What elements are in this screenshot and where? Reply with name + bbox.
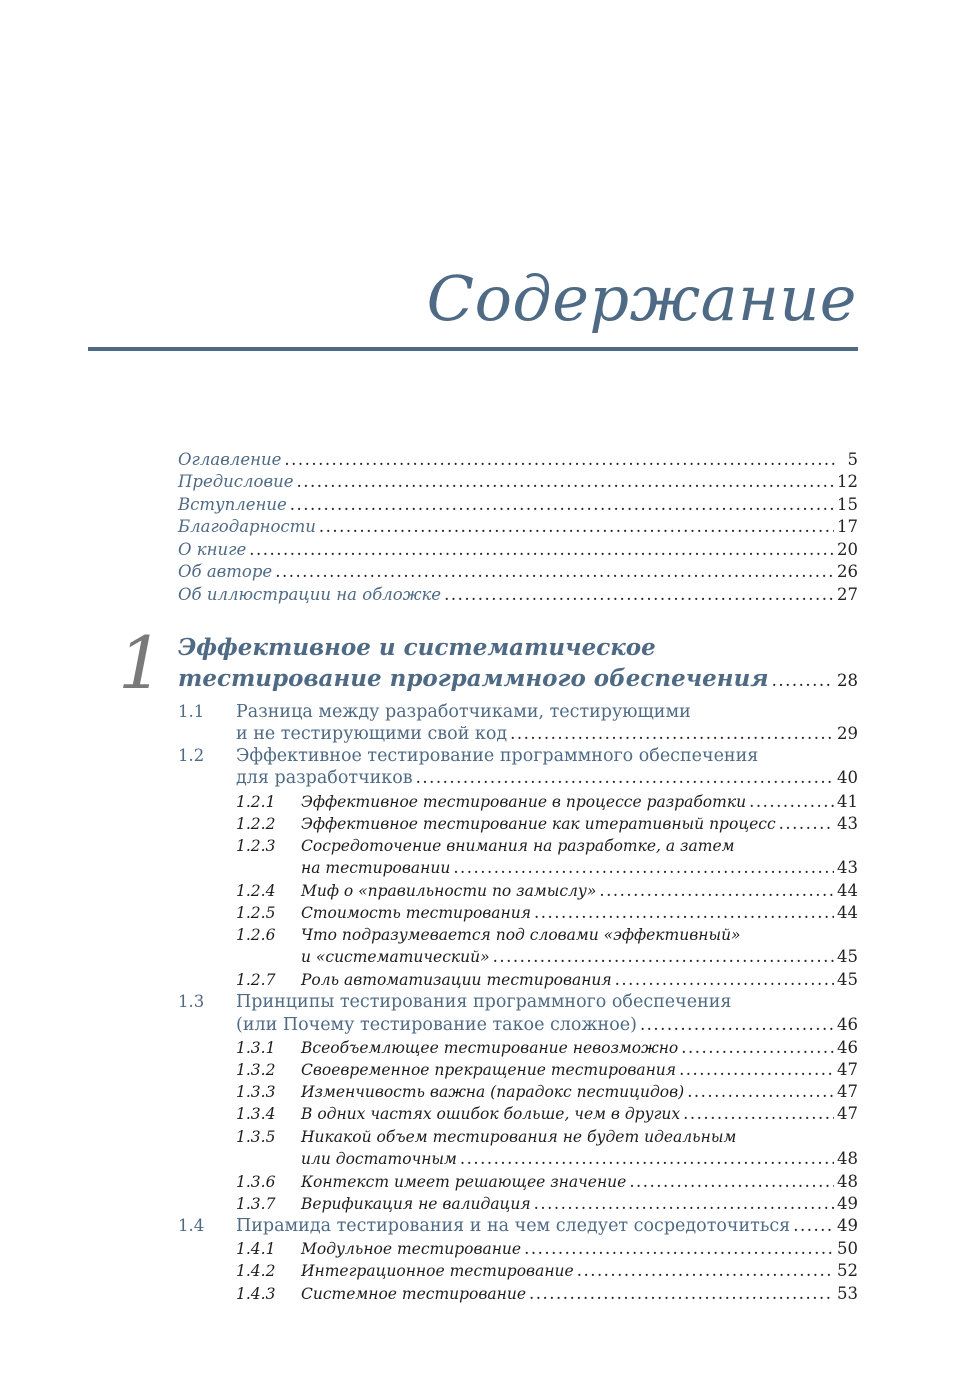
toc-entry-front[interactable] [178,540,858,560]
chapter-title-text: тестирование программного обеспечения [178,665,769,692]
toc-entry-subsection[interactable] [301,1284,858,1304]
toc-entry-section[interactable] [236,724,858,744]
chapter-title-line2[interactable] [178,665,858,692]
subsection-number: 1.2.4 [236,882,276,900]
toc-entry-page: 49 [837,1194,858,1213]
toc-entry-section[interactable] [236,1216,858,1236]
toc-entry-front[interactable] [178,585,858,605]
section-number: 1.1 [178,702,205,721]
subsection-title-line1[interactable]: Что подразумевается под словами «эффективный» [301,926,741,944]
toc-entry-front[interactable] [178,517,858,537]
subsection-title: Эффективное тестирование в процессе разработки [301,793,747,811]
section-title-line1[interactable]: Разница между разработчиками, тестирующими [236,702,691,722]
toc-entry-subsection[interactable] [301,1194,858,1214]
subsection-title: Модульное тестирование [301,1240,522,1258]
subsection-number: 1.3.2 [236,1061,276,1079]
toc-entry-section[interactable] [236,1015,858,1035]
subsection-number: 1.3.1 [236,1039,276,1057]
subsection-number: 1.2.7 [236,971,276,989]
toc-entry-page: 49 [837,1216,858,1235]
subsection-number: 1.3.3 [236,1083,276,1101]
section-title-line1[interactable]: Эффективное тестирование программного обеспечения [236,746,759,766]
toc-entry-page: 12 [837,472,858,491]
subsection-number: 1.2.1 [236,793,276,811]
toc-entry-page: 47 [837,1104,858,1123]
toc-entry-page: 48 [837,1172,858,1191]
chapter-title-line1[interactable]: Эффективное и систематическое [178,634,656,661]
toc-entry-page: 46 [837,1015,858,1034]
toc-entry-page: 45 [837,947,858,966]
toc-entry-subsection[interactable] [301,792,858,812]
toc-entry-page: 44 [837,903,858,922]
section-title-line2: (или Почему тестирование такое сложное) [236,1015,637,1035]
toc-entry-title: Вступление [178,495,287,514]
subsection-number: 1.2.5 [236,904,276,922]
toc-entry-subsection[interactable] [301,858,858,878]
subsection-title: Изменчивость важна (парадокс пестицидов) [301,1083,685,1101]
subsection-number: 1.2.6 [236,926,276,944]
toc-entry-section[interactable] [236,768,858,788]
toc-entry-page: 29 [837,724,858,743]
toc-entry-subsection[interactable] [301,1104,858,1124]
subsection-number: 1.2.3 [236,837,276,855]
toc-entry-page: 43 [837,858,858,877]
subsection-title: Всеобъемлющее тестирование невозможно [301,1039,679,1057]
toc-entry-front[interactable] [178,562,858,582]
toc-entry-subsection[interactable] [301,1038,858,1058]
section-number: 1.2 [178,746,205,765]
toc-entry-page: 43 [837,814,858,833]
subsection-title: В одних частях ошибок больше, чем в других [301,1105,681,1123]
toc-entry-title: Предисловие [178,472,294,491]
toc-entry-page: 27 [837,585,858,604]
toc-entry-title: Об иллюстрации на обложке [178,585,442,604]
subsection-title: Интеграционное тестирование [301,1262,574,1280]
subsection-number: 1.3.7 [236,1195,276,1213]
section-number: 1.3 [178,992,205,1011]
subsection-number: 1.4.2 [236,1262,276,1280]
subsection-title: Роль автоматизации тестирования [301,971,612,989]
chapter-page: 28 [837,671,858,690]
toc-entry-front[interactable] [178,450,858,470]
subsection-number: 1.3.4 [236,1105,276,1123]
toc-entry-title: Оглавление [178,450,282,469]
toc-entry-page: 41 [837,792,858,811]
toc-entry-page: 44 [837,881,858,900]
toc-entry-subsection[interactable] [301,1261,858,1281]
toc-entry-subsection[interactable] [301,970,858,990]
section-number: 1.4 [178,1216,205,1235]
subsection-number: 1.2.2 [236,815,276,833]
toc-entry-page: 45 [837,970,858,989]
page-title: Содержание [426,262,857,335]
subsection-title: Верификация не валидация [301,1195,531,1213]
subsection-number: 1.3.6 [236,1173,276,1191]
subsection-title: Своевременное прекращение тестирования [301,1061,677,1079]
subsection-title-line1[interactable]: Никакой объем тестирования не будет идеальным [301,1128,737,1146]
subsection-title: Миф о «правильности по замыслу» [301,882,597,900]
subsection-title: Эффективное тестирование как итеративный процесс [301,815,776,833]
toc-entry-title: Благодарности [178,517,316,536]
toc-entry-page: 20 [837,540,858,559]
toc-entry-page: 15 [837,495,858,514]
toc-entry-subsection[interactable] [301,1149,858,1169]
toc-entry-page: 46 [837,1038,858,1057]
toc-entry-subsection[interactable] [301,903,858,923]
toc-entry-page: 50 [837,1239,858,1258]
subsection-title-line2: или достаточным [301,1150,457,1168]
subsection-title-line2: и «систематический» [301,948,490,966]
toc-entry-page: 53 [837,1284,858,1303]
toc-entry-page: 26 [837,562,858,581]
toc-entry-subsection[interactable] [301,881,858,901]
subsection-title: Системное тестирование [301,1285,526,1303]
toc-entry-page: 17 [837,517,858,536]
subsection-title-line2: на тестировании [301,859,451,877]
title-divider [88,347,858,351]
toc-entry-page: 52 [837,1261,858,1280]
toc-entry-page: 47 [837,1060,858,1079]
toc-entry-subsection[interactable] [301,947,858,967]
toc-entry-page: 5 [847,450,858,469]
toc-entry-subsection[interactable] [301,1172,858,1192]
section-title-line2: и не тестирующими свой код [236,724,508,744]
toc-entry-subsection[interactable] [301,1082,858,1102]
toc-entry-title: О книге [178,540,247,559]
subsection-title: Стоимость тестирования [301,904,532,922]
section-title-line2: для разработчиков [236,768,413,788]
subsection-title-line1[interactable]: Сосредоточение внимания на разработке, а затем [301,837,735,855]
toc-entry-title: Об авторе [178,562,273,581]
toc-entry-page: 40 [837,768,858,787]
subsection-number: 1.4.3 [236,1285,276,1303]
toc-entry-subsection[interactable] [301,1060,858,1080]
subsection-number: 1.3.5 [236,1128,276,1146]
toc-entry-page: 48 [837,1149,858,1168]
subsection-title: Контекст имеет решающее значение [301,1173,627,1191]
section-title-line1[interactable]: Принципы тестирования программного обеспечения [236,992,732,1012]
toc-entry-front[interactable] [178,495,858,515]
toc-entry-page: 47 [837,1082,858,1101]
subsection-number: 1.4.1 [236,1240,276,1258]
section-title: Пирамида тестирования и на чем следует сосредоточиться [236,1216,791,1236]
toc-entry-front[interactable] [178,472,858,492]
toc-entry-subsection[interactable] [301,814,858,834]
chapter-number: 1 [118,621,164,705]
toc-entry-subsection[interactable] [301,1239,858,1259]
